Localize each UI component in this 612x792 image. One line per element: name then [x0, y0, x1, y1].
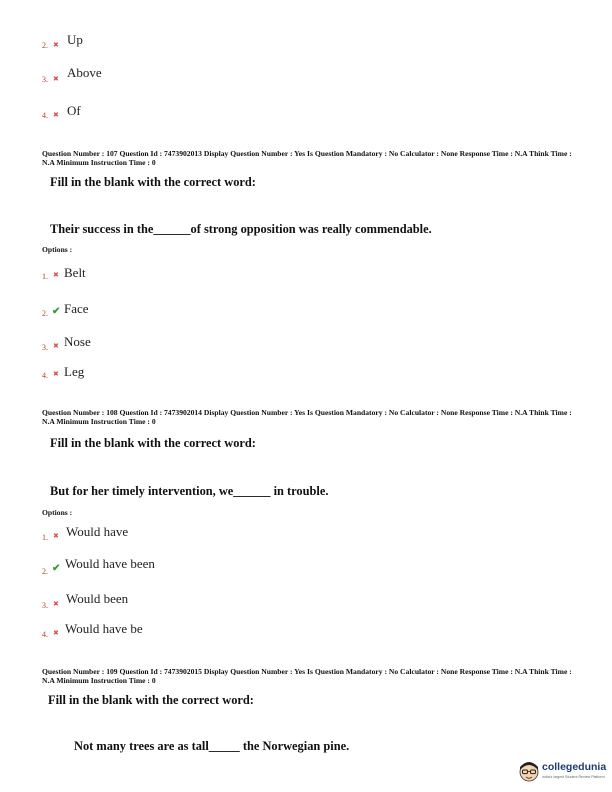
option-number: 4.	[42, 630, 48, 639]
brand-name: collegedunia	[542, 761, 607, 773]
option-text: Would have be	[65, 621, 143, 636]
brand-tagline: India's largest Student Review Platform	[542, 775, 605, 779]
question-meta: Question Number : 107 Question Id : 7473902013 Display Question Number : Yes Is Question Mandatory : No Calculator : None Response Time : N.A Think Time : N.A Minimum Instruction Time : 0	[42, 149, 572, 167]
option-text: Would have	[66, 524, 129, 539]
brand-logo[interactable]	[518, 758, 610, 788]
option-number: 2.	[42, 567, 48, 576]
option-number: 4.	[42, 111, 48, 120]
cross-icon: ✖	[53, 41, 59, 49]
option-number: 1.	[42, 272, 48, 281]
option-number: 3.	[42, 601, 48, 610]
question-prompt: Fill in the blank with the correct word:	[48, 693, 254, 707]
cross-icon: ✖	[53, 111, 59, 119]
option-number: 3.	[42, 75, 48, 84]
option-text: Leg	[64, 364, 85, 379]
option-number: 4.	[42, 371, 48, 380]
question-prompt: Fill in the blank with the correct word:	[50, 436, 256, 450]
question-sentence: But for her timely intervention, we______ in trouble.	[50, 484, 329, 498]
options-label: Options :	[42, 508, 73, 517]
question-meta: Question Number : 108 Question Id : 7473902014 Display Question Number : Yes Is Question Mandatory : No Calculator : None Response Time : N.A Think Time : N.A Minimum Instruction Time : 0	[42, 408, 572, 426]
check-icon: ✔	[52, 563, 61, 574]
brand-mascot-icon	[518, 760, 540, 784]
cross-icon: ✖	[53, 271, 59, 279]
question-sentence: Not many trees are as tall_____ the Norwegian pine.	[74, 739, 350, 753]
option-text: Of	[67, 103, 81, 118]
cross-icon: ✖	[53, 532, 59, 540]
option-text: Nose	[64, 334, 91, 349]
cross-icon: ✖	[53, 75, 59, 83]
option-number: 2.	[42, 41, 48, 50]
option-text: Would have been	[65, 556, 155, 571]
option-number: 3.	[42, 343, 48, 352]
check-icon: ✔	[52, 306, 61, 317]
question-meta: Question Number : 109 Question Id : 7473902015 Display Question Number : Yes Is Question Mandatory : No Calculator : None Response Time : N.A Think Time : N.A Minimum Instruction Time : 0	[42, 667, 572, 685]
question-prompt: Fill in the blank with the correct word:	[50, 175, 256, 189]
cross-icon: ✖	[53, 370, 59, 378]
question-sentence: Their success in the______of strong opposition was really commendable.	[50, 222, 432, 236]
option-number: 1.	[42, 533, 48, 542]
cross-icon: ✖	[53, 629, 59, 637]
option-text: Above	[67, 65, 102, 80]
option-text: Would been	[66, 591, 129, 606]
options-label: Options :	[42, 245, 73, 254]
option-text: Belt	[64, 265, 86, 280]
option-number: 2.	[42, 309, 48, 318]
cross-icon: ✖	[53, 342, 59, 350]
cross-icon: ✖	[53, 600, 59, 608]
option-text: Up	[67, 32, 83, 47]
option-text: Face	[64, 301, 89, 316]
